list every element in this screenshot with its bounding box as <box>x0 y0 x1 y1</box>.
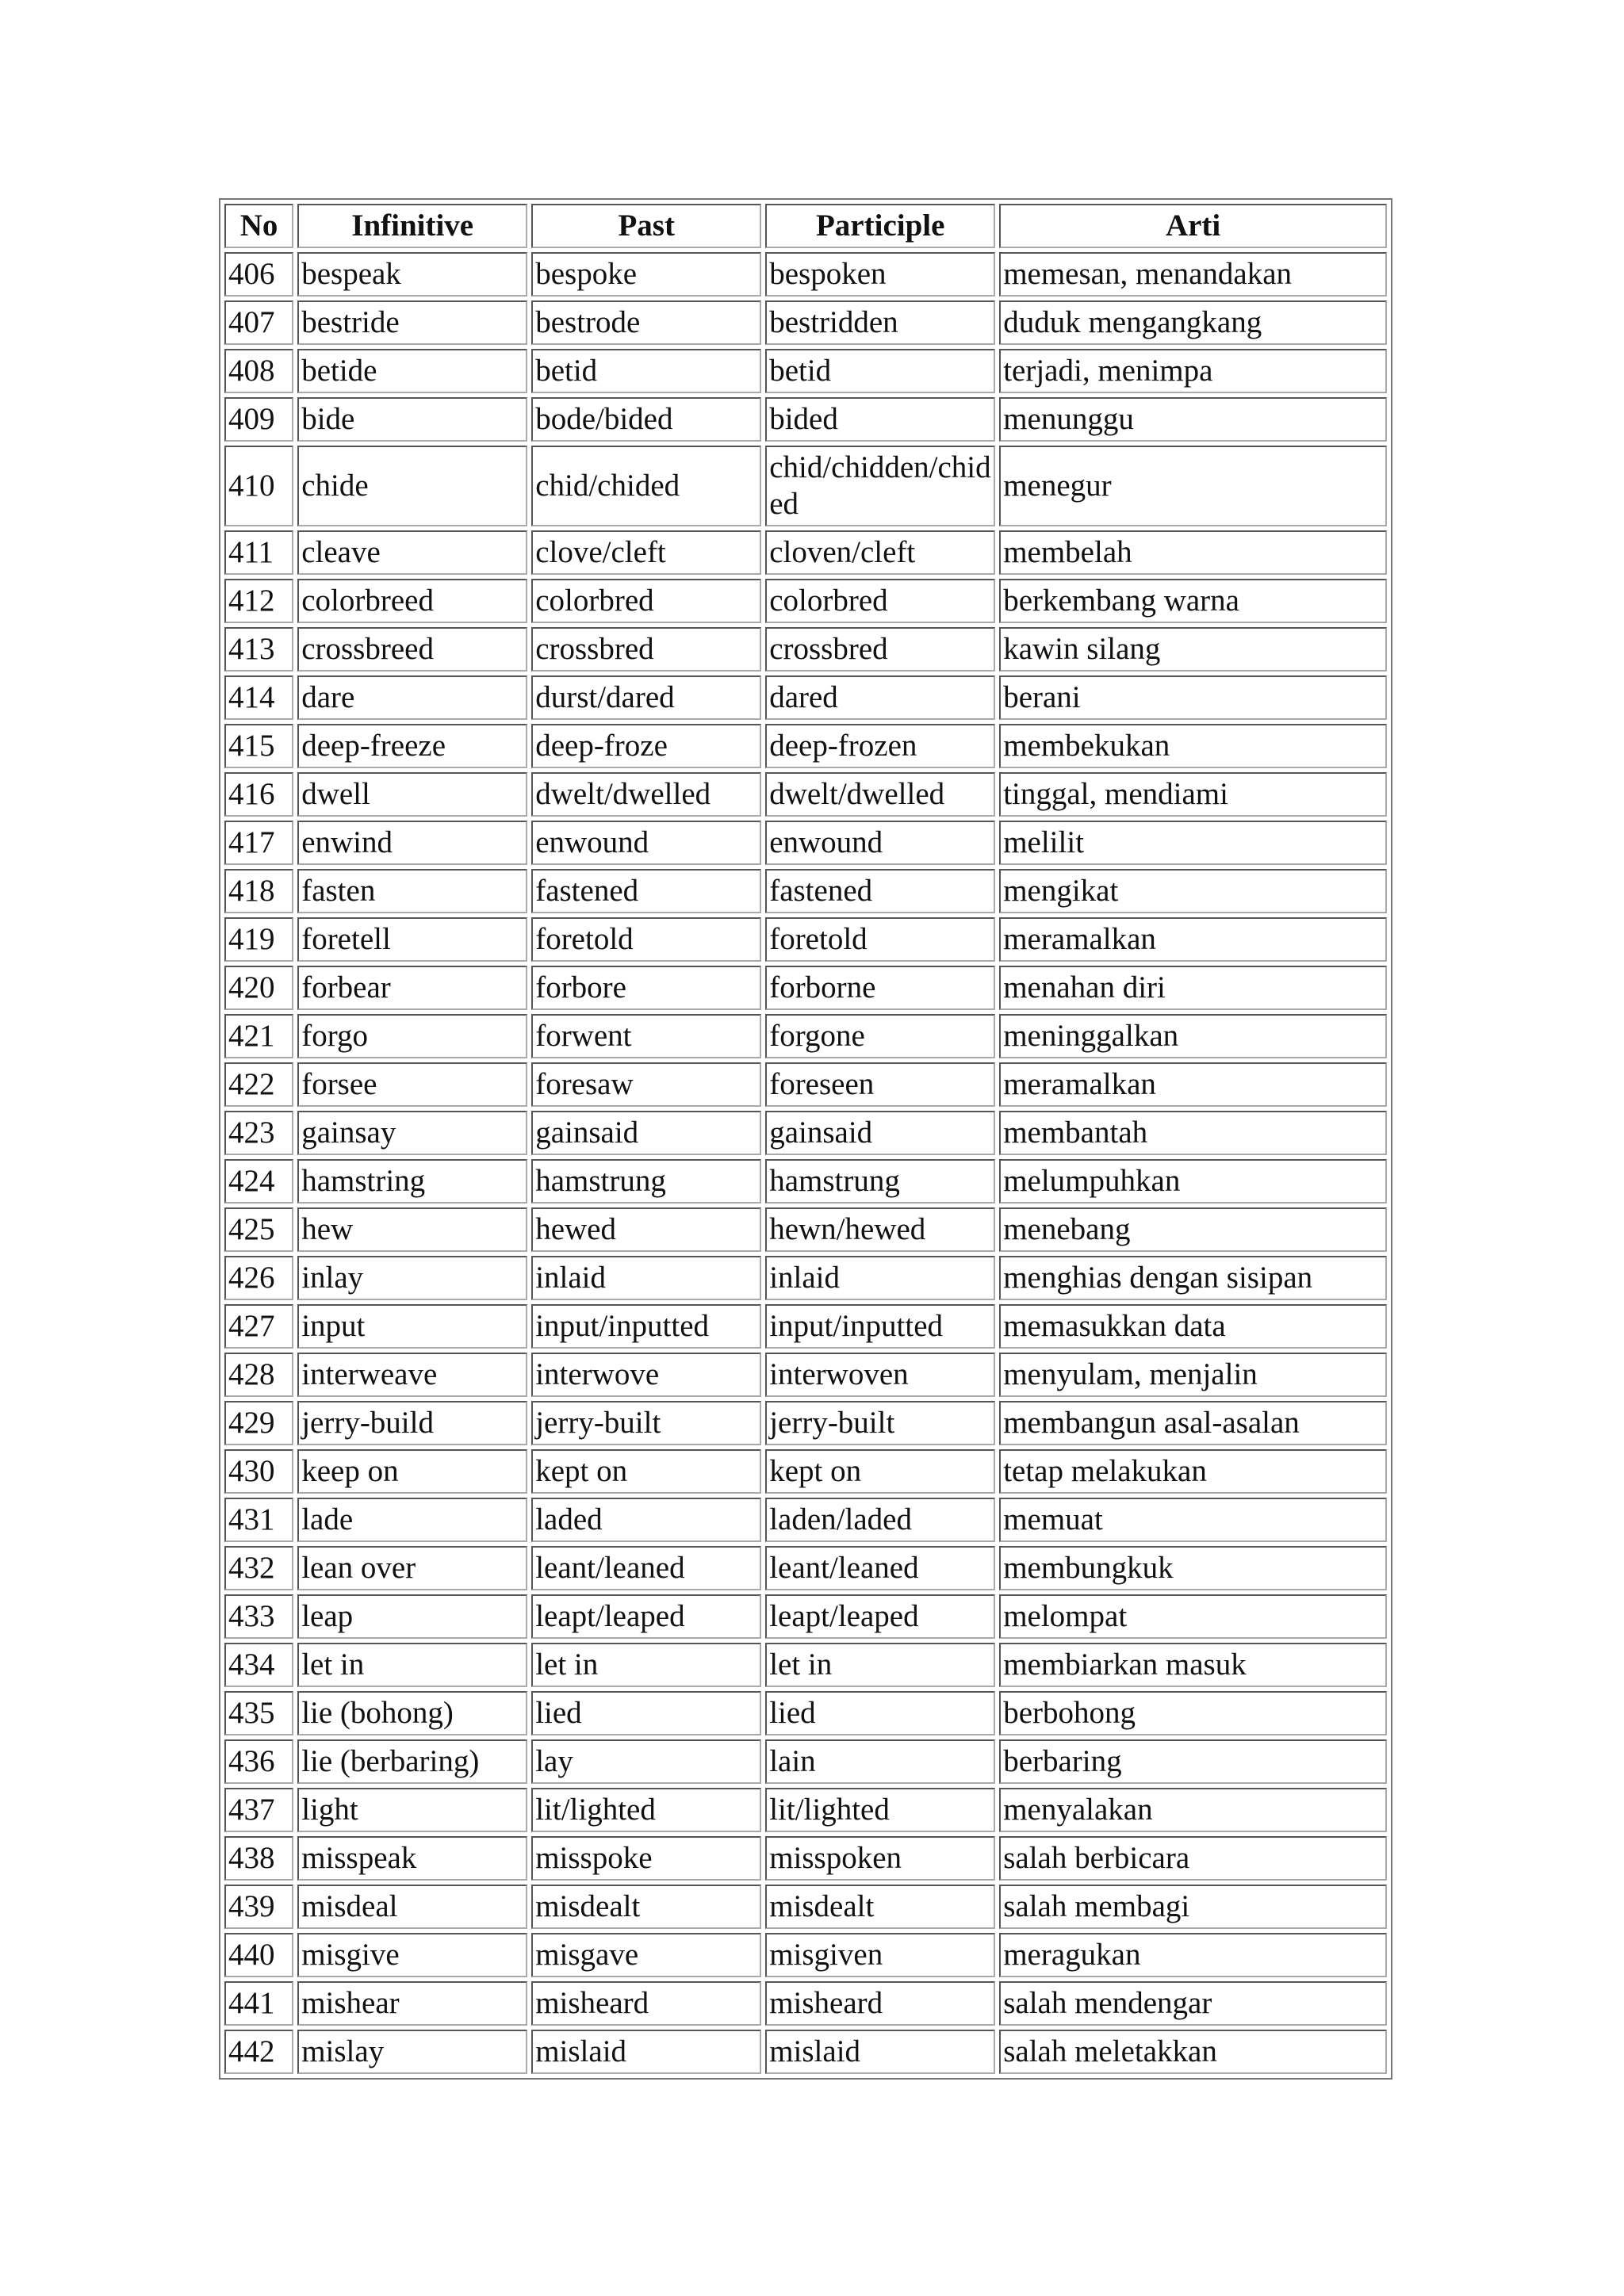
cell-past: durst/dared <box>531 675 761 720</box>
cell-no: 430 <box>224 1449 293 1494</box>
cell-participle: lit/lighted <box>765 1788 995 1832</box>
cell-arti: meninggalkan <box>999 1014 1387 1058</box>
table-row <box>224 1594 1387 1639</box>
cell-participle: leant/leaned <box>765 1546 995 1590</box>
cell-infinitive: betide <box>297 349 527 393</box>
cell-participle: lied <box>765 1691 995 1735</box>
cell-participle: colorbred <box>765 579 995 623</box>
cell-past: enwound <box>531 821 761 865</box>
cell-past: forwent <box>531 1014 761 1058</box>
cell-infinitive: bespeak <box>297 252 527 297</box>
cell-past: fastened <box>531 869 761 913</box>
cell-past: leapt/leaped <box>531 1594 761 1639</box>
cell-participle: chid/chidden/chided <box>765 446 995 526</box>
cell-infinitive: foretell <box>297 917 527 962</box>
cell-participle: laden/laded <box>765 1498 995 1542</box>
table-row <box>224 1739 1387 1784</box>
table-row <box>224 252 1387 297</box>
cell-past: mislaid <box>531 2030 761 2074</box>
table-row <box>224 1498 1387 1542</box>
table-row <box>224 1304 1387 1349</box>
cell-arti: melompat <box>999 1594 1387 1639</box>
cell-no: 434 <box>224 1643 293 1687</box>
cell-infinitive: misspeak <box>297 1836 527 1881</box>
cell-past: misheard <box>531 1981 761 2026</box>
table-row <box>224 1256 1387 1300</box>
cell-no: 431 <box>224 1498 293 1542</box>
cell-arti: memuat <box>999 1498 1387 1542</box>
cell-past: misgave <box>531 1933 761 1977</box>
cell-arti: tinggal, mendiami <box>999 772 1387 817</box>
cell-participle: misdealt <box>765 1885 995 1929</box>
table-row <box>224 1788 1387 1832</box>
cell-participle: interwoven <box>765 1353 995 1397</box>
cell-arti: memasukkan data <box>999 1304 1387 1349</box>
cell-participle: bespoken <box>765 252 995 297</box>
cell-no: 422 <box>224 1062 293 1107</box>
cell-no: 409 <box>224 397 293 442</box>
cell-past: input/inputted <box>531 1304 761 1349</box>
cell-arti: melilit <box>999 821 1387 865</box>
cell-no: 427 <box>224 1304 293 1349</box>
cell-participle: dwelt/dwelled <box>765 772 995 817</box>
cell-infinitive: chide <box>297 446 527 526</box>
cell-infinitive: light <box>297 1788 527 1832</box>
cell-arti: meramalkan <box>999 1062 1387 1107</box>
cell-past: interwove <box>531 1353 761 1397</box>
cell-no: 423 <box>224 1111 293 1155</box>
cell-no: 429 <box>224 1401 293 1445</box>
table-row <box>224 966 1387 1010</box>
table-row <box>224 446 1387 526</box>
cell-participle: betid <box>765 349 995 393</box>
cell-infinitive: deep-freeze <box>297 724 527 768</box>
table-row <box>224 1401 1387 1445</box>
cell-past: kept on <box>531 1449 761 1494</box>
cell-participle: foreseen <box>765 1062 995 1107</box>
cell-participle: hamstrung <box>765 1159 995 1203</box>
cell-participle: lain <box>765 1739 995 1784</box>
cell-arti: salah mendengar <box>999 1981 1387 2026</box>
table-body <box>224 252 1387 2074</box>
cell-arti: tetap melakukan <box>999 1449 1387 1494</box>
cell-arti: salah meletakkan <box>999 2030 1387 2074</box>
cell-infinitive: hamstring <box>297 1159 527 1203</box>
cell-infinitive: misdeal <box>297 1885 527 1929</box>
cell-no: 419 <box>224 917 293 962</box>
cell-no: 440 <box>224 1933 293 1977</box>
cell-participle: misspoken <box>765 1836 995 1881</box>
cell-past: inlaid <box>531 1256 761 1300</box>
cell-no: 408 <box>224 349 293 393</box>
header-arti: Arti <box>999 204 1387 248</box>
cell-no: 437 <box>224 1788 293 1832</box>
cell-past: bestrode <box>531 300 761 345</box>
cell-past: bode/bided <box>531 397 761 442</box>
cell-no: 428 <box>224 1353 293 1397</box>
cell-past: leant/leaned <box>531 1546 761 1590</box>
cell-past: jerry-built <box>531 1401 761 1445</box>
cell-infinitive: enwind <box>297 821 527 865</box>
cell-past: lit/lighted <box>531 1788 761 1832</box>
cell-infinitive: leap <box>297 1594 527 1639</box>
cell-participle: dared <box>765 675 995 720</box>
cell-no: 433 <box>224 1594 293 1639</box>
cell-no: 438 <box>224 1836 293 1881</box>
table-row <box>224 821 1387 865</box>
cell-no: 425 <box>224 1207 293 1252</box>
cell-no: 406 <box>224 252 293 297</box>
cell-participle: bided <box>765 397 995 442</box>
cell-participle: input/inputted <box>765 1304 995 1349</box>
cell-participle: enwound <box>765 821 995 865</box>
table-row <box>224 869 1387 913</box>
cell-no: 416 <box>224 772 293 817</box>
cell-past: bespoke <box>531 252 761 297</box>
cell-infinitive: input <box>297 1304 527 1349</box>
cell-participle: fastened <box>765 869 995 913</box>
cell-arti: membungkuk <box>999 1546 1387 1590</box>
cell-infinitive: bestride <box>297 300 527 345</box>
table-row <box>224 724 1387 768</box>
table-row <box>224 675 1387 720</box>
cell-arti: berani <box>999 675 1387 720</box>
cell-infinitive: lade <box>297 1498 527 1542</box>
table-row <box>224 300 1387 345</box>
cell-infinitive: mishear <box>297 1981 527 2026</box>
cell-no: 417 <box>224 821 293 865</box>
header-past: Past <box>531 204 761 248</box>
table-row <box>224 1643 1387 1687</box>
cell-past: chid/chided <box>531 446 761 526</box>
cell-participle: crossbred <box>765 627 995 672</box>
cell-participle: misheard <box>765 1981 995 2026</box>
cell-no: 439 <box>224 1885 293 1929</box>
cell-participle: cloven/cleft <box>765 530 995 575</box>
cell-no: 414 <box>224 675 293 720</box>
table-row <box>224 917 1387 962</box>
table-row <box>224 1207 1387 1252</box>
table-row <box>224 579 1387 623</box>
cell-past: laded <box>531 1498 761 1542</box>
cell-infinitive: keep on <box>297 1449 527 1494</box>
cell-infinitive: hew <box>297 1207 527 1252</box>
cell-past: lay <box>531 1739 761 1784</box>
cell-past: let in <box>531 1643 761 1687</box>
cell-past: misdealt <box>531 1885 761 1929</box>
table-row <box>224 772 1387 817</box>
cell-participle: inlaid <box>765 1256 995 1300</box>
cell-past: foresaw <box>531 1062 761 1107</box>
cell-past: misspoke <box>531 1836 761 1881</box>
cell-arti: melumpuhkan <box>999 1159 1387 1203</box>
header-infinitive: Infinitive <box>297 204 527 248</box>
cell-arti: membelah <box>999 530 1387 575</box>
cell-past: gainsaid <box>531 1111 761 1155</box>
cell-past: lied <box>531 1691 761 1735</box>
table-row <box>224 1111 1387 1155</box>
table-row <box>224 1885 1387 1929</box>
cell-infinitive: lean over <box>297 1546 527 1590</box>
header-participle: Participle <box>765 204 995 248</box>
cell-participle: bestridden <box>765 300 995 345</box>
table-row <box>224 530 1387 575</box>
cell-participle: let in <box>765 1643 995 1687</box>
cell-participle: hewn/hewed <box>765 1207 995 1252</box>
cell-arti: berkembang warna <box>999 579 1387 623</box>
table-row <box>224 2030 1387 2074</box>
cell-arti: membiarkan masuk <box>999 1643 1387 1687</box>
cell-participle: leapt/leaped <box>765 1594 995 1639</box>
cell-arti: memesan, menandakan <box>999 252 1387 297</box>
cell-past: hewed <box>531 1207 761 1252</box>
table-row <box>224 1014 1387 1058</box>
cell-infinitive: jerry-build <box>297 1401 527 1445</box>
table-row <box>224 1449 1387 1494</box>
cell-participle: forborne <box>765 966 995 1010</box>
table-row <box>224 1981 1387 2026</box>
cell-infinitive: colorbreed <box>297 579 527 623</box>
cell-no: 426 <box>224 1256 293 1300</box>
cell-no: 420 <box>224 966 293 1010</box>
table-row <box>224 627 1387 672</box>
cell-infinitive: interweave <box>297 1353 527 1397</box>
cell-no: 407 <box>224 300 293 345</box>
table-row <box>224 1159 1387 1203</box>
cell-participle: deep-frozen <box>765 724 995 768</box>
cell-no: 410 <box>224 446 293 526</box>
table-row <box>224 397 1387 442</box>
cell-arti: meragukan <box>999 1933 1387 1977</box>
cell-past: hamstrung <box>531 1159 761 1203</box>
cell-arti: berbohong <box>999 1691 1387 1735</box>
cell-arti: menunggu <box>999 397 1387 442</box>
cell-no: 441 <box>224 1981 293 2026</box>
table-header-row <box>224 204 1387 248</box>
cell-arti: menahan diri <box>999 966 1387 1010</box>
cell-no: 432 <box>224 1546 293 1590</box>
cell-infinitive: cleave <box>297 530 527 575</box>
cell-infinitive: crossbreed <box>297 627 527 672</box>
cell-arti: membantah <box>999 1111 1387 1155</box>
cell-past: crossbred <box>531 627 761 672</box>
cell-arti: salah berbicara <box>999 1836 1387 1881</box>
cell-arti: terjadi, menimpa <box>999 349 1387 393</box>
cell-infinitive: lie (bohong) <box>297 1691 527 1735</box>
table-row <box>224 349 1387 393</box>
cell-participle: misgiven <box>765 1933 995 1977</box>
cell-no: 442 <box>224 2030 293 2074</box>
cell-arti: membangun asal-asalan <box>999 1401 1387 1445</box>
header-no: No <box>224 204 293 248</box>
cell-arti: mengikat <box>999 869 1387 913</box>
cell-participle: mislaid <box>765 2030 995 2074</box>
cell-arti: membekukan <box>999 724 1387 768</box>
cell-arti: kawin silang <box>999 627 1387 672</box>
cell-arti: duduk mengangkang <box>999 300 1387 345</box>
cell-infinitive: bide <box>297 397 527 442</box>
cell-arti: berbaring <box>999 1739 1387 1784</box>
cell-past: colorbred <box>531 579 761 623</box>
cell-past: deep-froze <box>531 724 761 768</box>
cell-participle: forgone <box>765 1014 995 1058</box>
cell-arti: salah membagi <box>999 1885 1387 1929</box>
cell-participle: foretold <box>765 917 995 962</box>
cell-infinitive: forbear <box>297 966 527 1010</box>
cell-infinitive: mislay <box>297 2030 527 2074</box>
cell-arti: menebang <box>999 1207 1387 1252</box>
cell-past: clove/cleft <box>531 530 761 575</box>
cell-participle: kept on <box>765 1449 995 1494</box>
cell-infinitive: fasten <box>297 869 527 913</box>
cell-no: 411 <box>224 530 293 575</box>
cell-no: 418 <box>224 869 293 913</box>
cell-infinitive: gainsay <box>297 1111 527 1155</box>
cell-infinitive: forsee <box>297 1062 527 1107</box>
cell-no: 436 <box>224 1739 293 1784</box>
cell-arti: menegur <box>999 446 1387 526</box>
cell-arti: meramalkan <box>999 917 1387 962</box>
cell-no: 415 <box>224 724 293 768</box>
cell-infinitive: forgo <box>297 1014 527 1058</box>
cell-infinitive: dare <box>297 675 527 720</box>
cell-arti: menyalakan <box>999 1788 1387 1832</box>
cell-past: betid <box>531 349 761 393</box>
cell-infinitive: lie (berbaring) <box>297 1739 527 1784</box>
cell-no: 412 <box>224 579 293 623</box>
cell-arti: menghias dengan sisipan <box>999 1256 1387 1300</box>
table-row <box>224 1933 1387 1977</box>
cell-no: 413 <box>224 627 293 672</box>
cell-infinitive: dwell <box>297 772 527 817</box>
cell-participle: gainsaid <box>765 1111 995 1155</box>
cell-past: foretold <box>531 917 761 962</box>
table-row <box>224 1691 1387 1735</box>
table-row <box>224 1353 1387 1397</box>
cell-past: forbore <box>531 966 761 1010</box>
cell-past: dwelt/dwelled <box>531 772 761 817</box>
cell-participle: jerry-built <box>765 1401 995 1445</box>
cell-arti: menyulam, menjalin <box>999 1353 1387 1397</box>
irregular-verbs-table <box>219 198 1392 2080</box>
cell-infinitive: inlay <box>297 1256 527 1300</box>
cell-no: 421 <box>224 1014 293 1058</box>
cell-no: 435 <box>224 1691 293 1735</box>
table-row <box>224 1836 1387 1881</box>
cell-infinitive: misgive <box>297 1933 527 1977</box>
table-row <box>224 1062 1387 1107</box>
cell-no: 424 <box>224 1159 293 1203</box>
cell-infinitive: let in <box>297 1643 527 1687</box>
table-row <box>224 1546 1387 1590</box>
